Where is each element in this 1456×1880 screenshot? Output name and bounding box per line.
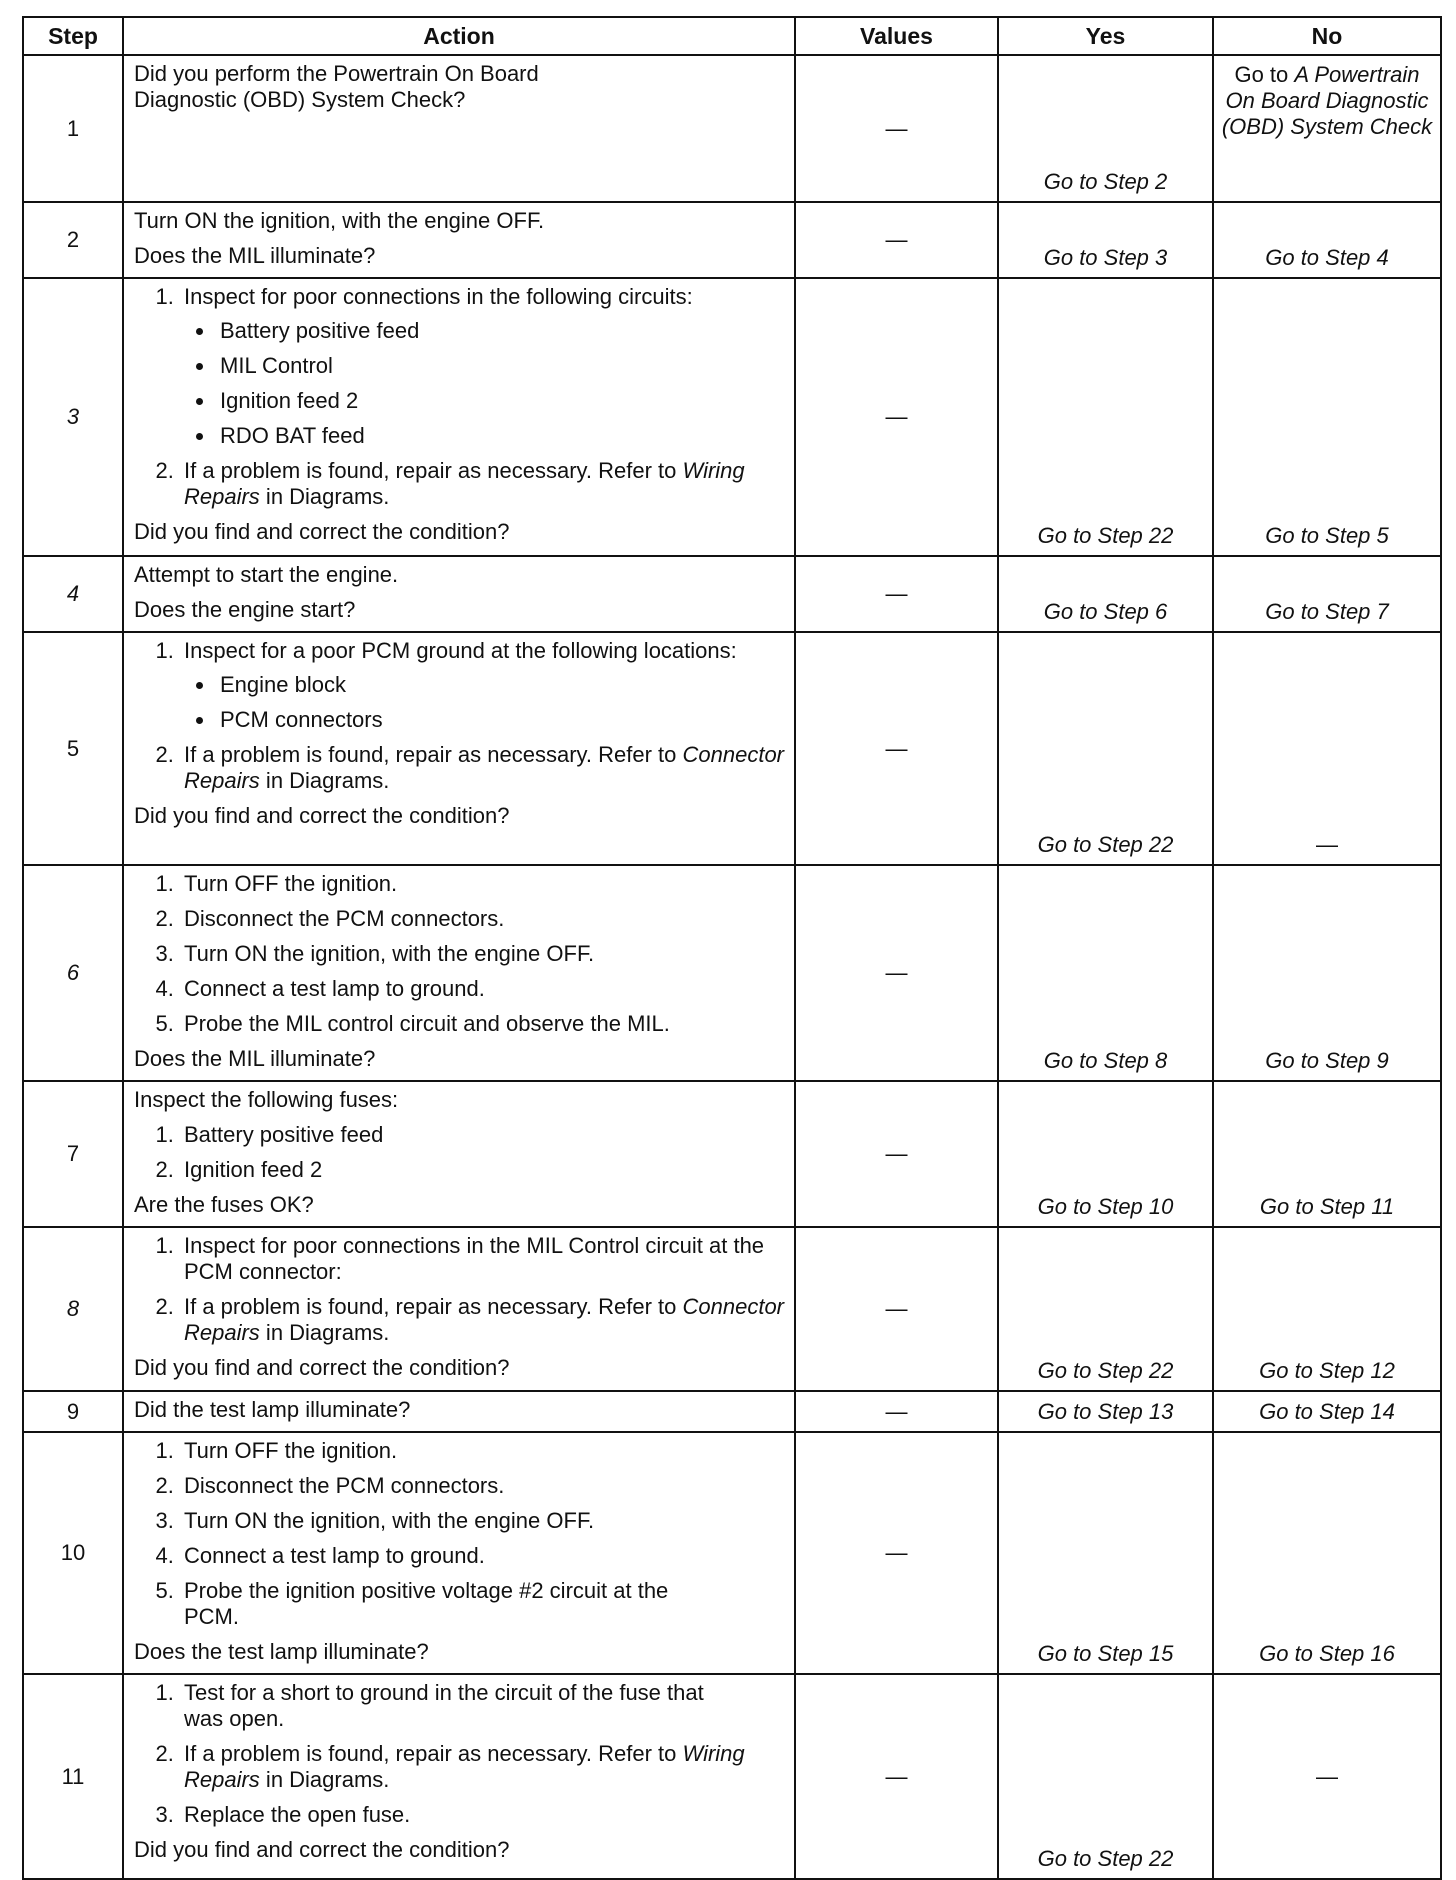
action-instruction: Attempt to start the engine. bbox=[134, 562, 399, 587]
action-steps bbox=[134, 871, 786, 1037]
table-row bbox=[23, 1081, 1441, 1227]
reference-link: Wiring Repairs bbox=[184, 458, 745, 509]
action-question: Does the MIL illuminate? bbox=[134, 1046, 376, 1071]
action-step: 5. Probe the MIL control circuit and observe the MIL. bbox=[180, 1011, 786, 1037]
table-row bbox=[23, 556, 1441, 632]
values-cell: — bbox=[795, 632, 998, 865]
action-step bbox=[180, 638, 786, 733]
action-question: Are the fuses OK? bbox=[134, 1192, 314, 1217]
action-cell bbox=[123, 1227, 795, 1391]
action-step: 1. Turn OFF the ignition. bbox=[180, 871, 786, 897]
action-step bbox=[180, 1294, 786, 1346]
action-cell bbox=[123, 1391, 795, 1432]
yes-cell: Go to Step 13 bbox=[998, 1391, 1213, 1432]
bullet-item: • MIL Control bbox=[216, 353, 786, 379]
action-steps bbox=[134, 638, 786, 794]
no-link: A Powertrain On Board Diagnostic (OBD) System Check bbox=[1221, 62, 1433, 139]
bullet-list bbox=[184, 672, 786, 733]
step-number: 4 bbox=[23, 556, 123, 632]
yes-cell: Go to Step 10 bbox=[998, 1081, 1213, 1227]
action-question: Did you find and correct the condition? bbox=[134, 519, 510, 544]
action-steps bbox=[134, 284, 786, 510]
action-question: Does the engine start? bbox=[134, 597, 356, 622]
bullet-item: • Engine block bbox=[216, 672, 786, 698]
yes-cell: Go to Step 8 bbox=[998, 865, 1213, 1081]
action-step: 1. Inspect for poor connections in the MIL Control circuit at the PCM connector: bbox=[180, 1233, 786, 1285]
action-step: 1. Battery positive feed bbox=[180, 1122, 786, 1148]
no-cell bbox=[1213, 55, 1441, 202]
values-cell: — bbox=[795, 1081, 998, 1227]
action-step: 3. Turn ON the ignition, with the engine OFF. bbox=[180, 1508, 786, 1534]
action-steps bbox=[134, 1680, 786, 1828]
action-step: 2. Ignition feed 2 bbox=[180, 1157, 786, 1183]
action-step: 5. Probe the ignition positive voltage #2 circuit at the PCM. bbox=[180, 1578, 786, 1630]
action-cell bbox=[123, 1081, 795, 1227]
action-question: Did you find and correct the condition? bbox=[134, 803, 510, 828]
step-number: 10 bbox=[23, 1432, 123, 1674]
step-text: Inspect for a poor PCM ground at the following locations: bbox=[184, 638, 737, 663]
values-cell: — bbox=[795, 556, 998, 632]
yes-cell: Go to Step 22 bbox=[998, 278, 1213, 556]
yes-cell: Go to Step 22 bbox=[998, 632, 1213, 865]
step-text: If a problem is found, repair as necessary. Refer to bbox=[184, 458, 683, 483]
table-row bbox=[23, 632, 1441, 865]
action-cell bbox=[123, 1674, 795, 1879]
no-cell: Go to Step 4 bbox=[1213, 202, 1441, 278]
table-row bbox=[23, 1391, 1441, 1432]
action-step bbox=[180, 458, 786, 510]
values-cell: — bbox=[795, 1674, 998, 1879]
step-number: 1 bbox=[23, 55, 123, 202]
action-step: 2. Disconnect the PCM connectors. bbox=[180, 906, 786, 932]
action-cell bbox=[123, 202, 795, 278]
bullet-item: • Ignition feed 2 bbox=[216, 388, 786, 414]
no-cell: Go to Step 11 bbox=[1213, 1081, 1441, 1227]
table-row bbox=[23, 865, 1441, 1081]
yes-cell: Go to Step 2 bbox=[998, 55, 1213, 202]
no-prefix: Go to bbox=[1234, 62, 1295, 87]
yes-cell: Go to Step 15 bbox=[998, 1432, 1213, 1674]
values-cell: — bbox=[795, 55, 998, 202]
header-action: Action bbox=[123, 17, 795, 55]
reference-link: Wiring Repairs bbox=[184, 1741, 745, 1792]
action-step: 4. Connect a test lamp to ground. bbox=[180, 976, 786, 1002]
diagnostic-table bbox=[22, 16, 1442, 1880]
step-number: 7 bbox=[23, 1081, 123, 1227]
step-number: 8 bbox=[23, 1227, 123, 1391]
values-cell: — bbox=[795, 202, 998, 278]
action-steps bbox=[134, 1438, 786, 1630]
action-cell bbox=[123, 556, 795, 632]
action-cell bbox=[123, 278, 795, 556]
action-step: 3. Turn ON the ignition, with the engine OFF. bbox=[180, 941, 786, 967]
action-step: 1. Turn OFF the ignition. bbox=[180, 1438, 786, 1464]
table-row bbox=[23, 1227, 1441, 1391]
action-step: 1. Test for a short to ground in the circuit of the fuse that was open. bbox=[180, 1680, 786, 1732]
bullet-item: • PCM connectors bbox=[216, 707, 786, 733]
action-cell bbox=[123, 865, 795, 1081]
action-step: 2. Disconnect the PCM connectors. bbox=[180, 1473, 786, 1499]
yes-cell: Go to Step 6 bbox=[998, 556, 1213, 632]
action-step bbox=[180, 284, 786, 449]
diagnostic-sheet bbox=[22, 16, 1440, 1880]
table-row bbox=[23, 202, 1441, 278]
action-cell bbox=[123, 55, 795, 202]
step-number: 2 bbox=[23, 202, 123, 278]
yes-cell: Go to Step 22 bbox=[998, 1227, 1213, 1391]
yes-cell: Go to Step 3 bbox=[998, 202, 1213, 278]
step-text: If a problem is found, repair as necessary. Refer to bbox=[184, 1741, 683, 1766]
table-row bbox=[23, 278, 1441, 556]
values-cell: — bbox=[795, 1432, 998, 1674]
no-cell: Go to Step 12 bbox=[1213, 1227, 1441, 1391]
action-step bbox=[180, 742, 786, 794]
no-cell: Go to Step 5 bbox=[1213, 278, 1441, 556]
values-cell: — bbox=[795, 1391, 998, 1432]
action-question: Did the test lamp illuminate? bbox=[134, 1397, 411, 1422]
step-number: 6 bbox=[23, 865, 123, 1081]
no-cell: Go to Step 14 bbox=[1213, 1391, 1441, 1432]
yes-cell: Go to Step 22 bbox=[998, 1674, 1213, 1879]
step-text: If a problem is found, repair as necessary. Refer to bbox=[184, 742, 683, 767]
action-question: Does the test lamp illuminate? bbox=[134, 1639, 429, 1664]
no-cell: — bbox=[1213, 632, 1441, 865]
step-text: in Diagrams. bbox=[259, 484, 390, 509]
bullet-item: • Battery positive feed bbox=[216, 318, 786, 344]
table-row bbox=[23, 1674, 1441, 1879]
step-number: 11 bbox=[23, 1674, 123, 1879]
action-steps bbox=[134, 1122, 786, 1183]
header-yes: Yes bbox=[998, 17, 1213, 55]
no-cell: Go to Step 7 bbox=[1213, 556, 1441, 632]
step-number: 3 bbox=[23, 278, 123, 556]
values-cell: — bbox=[795, 1227, 998, 1391]
no-cell: — bbox=[1213, 1674, 1441, 1879]
bullet-item: • RDO BAT feed bbox=[216, 423, 786, 449]
table-row bbox=[23, 1432, 1441, 1674]
action-instruction: Turn ON the ignition, with the engine OFF. bbox=[134, 208, 545, 233]
action-step bbox=[180, 1741, 786, 1793]
table-row bbox=[23, 55, 1441, 202]
step-number: 5 bbox=[23, 632, 123, 865]
action-steps bbox=[134, 1233, 786, 1346]
values-cell: — bbox=[795, 278, 998, 556]
header-values: Values bbox=[795, 17, 998, 55]
action-question: Did you find and correct the condition? bbox=[134, 1355, 510, 1380]
reference-link: Connector Repairs bbox=[184, 742, 785, 793]
action-cell bbox=[123, 632, 795, 865]
step-text: in Diagrams. bbox=[259, 1320, 390, 1345]
bullet-list bbox=[184, 318, 786, 449]
step-number: 9 bbox=[23, 1391, 123, 1432]
header-row bbox=[23, 17, 1441, 55]
header-no: No bbox=[1213, 17, 1441, 55]
header-step: Step bbox=[23, 17, 123, 55]
step-text: If a problem is found, repair as necessary. Refer to bbox=[184, 1294, 683, 1319]
action-question: Did you find and correct the condition? bbox=[134, 1837, 510, 1862]
step-text: in Diagrams. bbox=[259, 1767, 390, 1792]
action-step: 3. Replace the open fuse. bbox=[180, 1802, 786, 1828]
reference-link: Connector Repairs bbox=[184, 1294, 785, 1345]
no-cell: Go to Step 16 bbox=[1213, 1432, 1441, 1674]
action-question: Does the MIL illuminate? bbox=[134, 243, 376, 268]
action-instruction: Inspect the following fuses: bbox=[134, 1087, 399, 1112]
no-cell: Go to Step 9 bbox=[1213, 865, 1441, 1081]
action-cell bbox=[123, 1432, 795, 1674]
action-step: 4. Connect a test lamp to ground. bbox=[180, 1543, 786, 1569]
values-cell: — bbox=[795, 865, 998, 1081]
step-text: in Diagrams. bbox=[259, 768, 390, 793]
step-text: Inspect for poor connections in the following circuits: bbox=[184, 284, 693, 309]
action-question: Did you perform the Powertrain On Board Diagnostic (OBD) System Check? bbox=[134, 61, 539, 112]
